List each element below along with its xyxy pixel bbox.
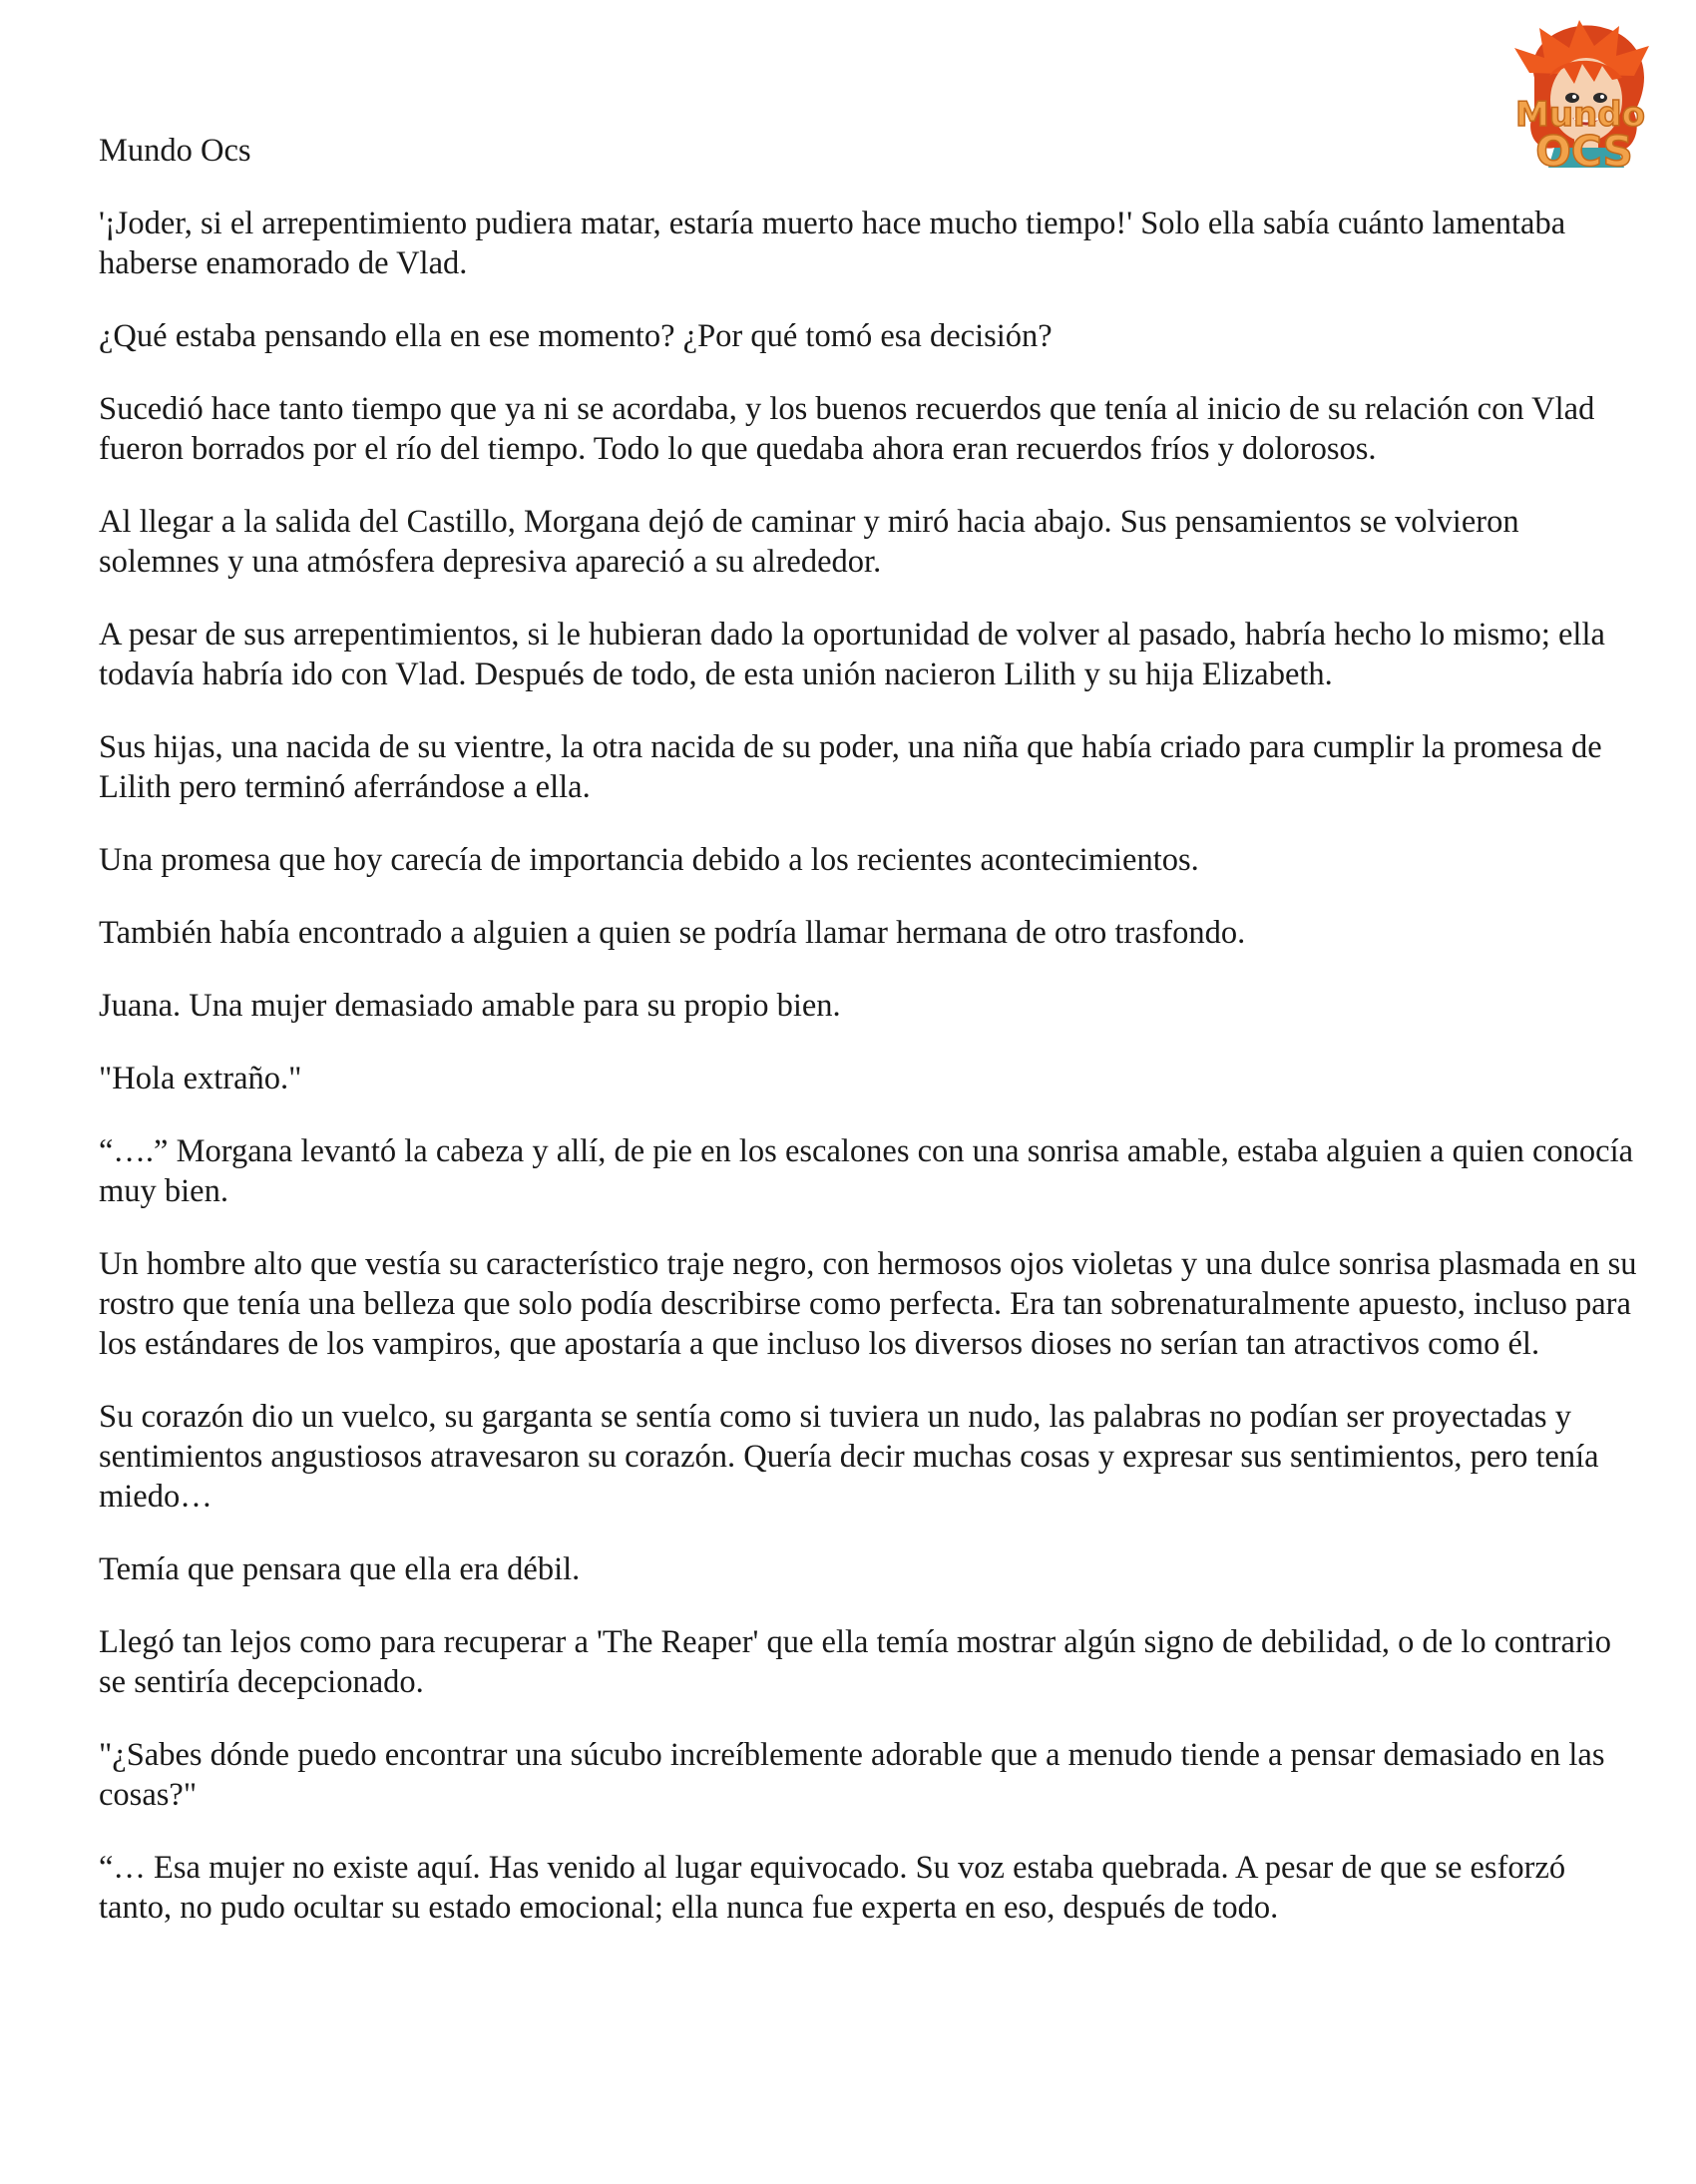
paragraph: Juana. Una mujer demasiado amable para su propio bien. (99, 988, 841, 1024)
paragraph: También había encontrado a alguien a quien se podría llamar hermana de otro trasfondo. (99, 915, 1246, 951)
paragraph: '¡Joder, si el arrepentimiento pudiera matar, estaría muerto hace mucho tiempo!' Solo ella sabía cuánto lamentaba haberse enamorado de Vlad. (99, 206, 1566, 281)
paragraph: Sus hijas, una nacida de su vientre, la otra nacida de su poder, una niña que había criado para cumplir la promesa de Lilith pero terminó aferrándose a ella. (99, 729, 1602, 805)
paragraph: Al llegar a la salida del Castillo, Morgana dejó de caminar y miró hacia abajo. Sus pensamientos se volvieron solemnes y una atmósfera depresiva apareció a su alrededor. (99, 504, 1519, 580)
logo-text-bottom: OCS (1535, 127, 1633, 176)
paragraph: Temía que pensara que ella era débil. (99, 1551, 581, 1587)
logo-text-top: Mundo (1515, 95, 1645, 135)
paragraph: “….” Morgana levantó la cabeza y allí, de pie en los escalones con una sonrisa amable, estaba alguien a quien conocía muy bien. (99, 1133, 1634, 1209)
paragraph: Su corazón dio un vuelco, su garganta se sentía como si tuviera un nudo, las palabras no podían ser proyectadas y sentimientos angustiosos atravesaron su corazón. Quería decir muchas cosas y expresar sus sentimientos, pero tenía miedo… (99, 1399, 1599, 1515)
paragraph: ¿Qué estaba pensando ella en ese momento? ¿Por qué tomó esa decisión? (99, 318, 1053, 354)
site-name-heading: Mundo Ocs (99, 133, 251, 169)
paragraph: Una promesa que hoy carecía de importancia debido a los recientes acontecimientos. (99, 842, 1199, 878)
paragraph: "Hola extraño." (99, 1061, 302, 1096)
paragraph: Un hombre alto que vestía su característico traje negro, con hermosos ojos violetas y una dulce sonrisa plasmada en su rostro que tenía una belleza que solo podía describirse como perfecta. Era tan sobrenaturalmente apuesto, incluso para los estándares de los vampiros, que apostaría a que incluso los diversos dioses no serían tan atractivos como él. (99, 1246, 1637, 1362)
paragraph: Llegó tan lejos como para recuperar a 'The Reaper' que ella temía mostrar algún signo de debilidad, o de lo contrario se sentiría decepcionado. (99, 1624, 1612, 1700)
paragraph: Sucedió hace tanto tiempo que ya ni se acordaba, y los buenos recuerdos que tenía al inicio de su relación con Vlad fueron borrados por el río del tiempo. Todo lo que quedaba ahora eran recuerdos fríos y dolorosos. (99, 391, 1595, 467)
paragraph: "¿Sabes dónde puedo encontrar una súcubo increíblemente adorable que a menudo tiende a pensar demasiado en las cosas?" (99, 1737, 1605, 1813)
paragraph: A pesar de sus arrepentimientos, si le hubieran dado la oportunidad de volver al pasado, habría hecho lo mismo; ella todavía habría ido con Vlad. Después de todo, de esta unión nacieron Lilith y su hija Elizabeth. (99, 617, 1605, 692)
document-body (99, 131, 1640, 1961)
paragraph: “… Esa mujer no existe aquí. Has venido al lugar equivocado. Su voz estaba quebrada. A pesar de que se esforzó tanto, no pudo ocultar su estado emocional; ella nunca fue experta en eso, después de todo. (99, 1850, 1566, 1926)
